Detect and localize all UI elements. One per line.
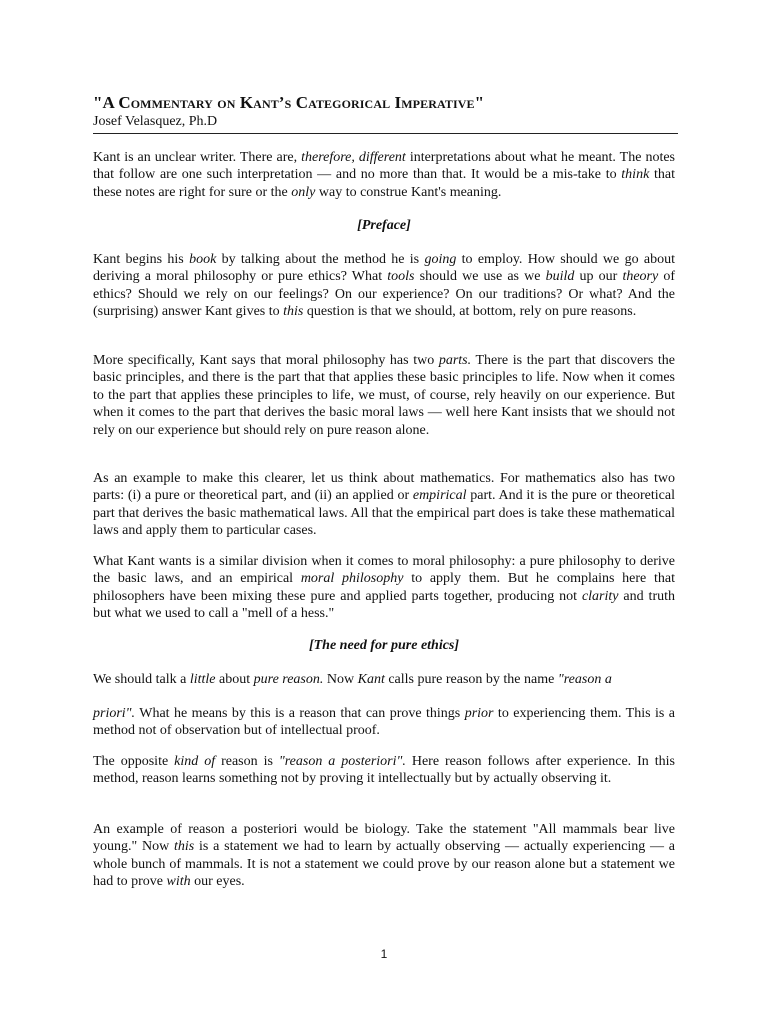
intro-paragraph xyxy=(93,149,675,201)
emphasis-text: this xyxy=(283,304,304,320)
pure-ethics-paragraph-1 xyxy=(93,671,675,688)
body-text: our eyes. xyxy=(190,874,245,890)
emphasis-text: Kant xyxy=(357,672,385,687)
body-text: up our xyxy=(574,269,623,285)
body-text: that these notes are right for sure or the xyxy=(93,167,675,200)
document-title: "A Commentary on Kant’s Categorical Imperative" xyxy=(93,93,485,112)
pure-ethics-paragraph-2 xyxy=(93,705,675,740)
body-text: Kant begins his xyxy=(93,252,190,267)
preface-paragraph-2 xyxy=(93,352,675,439)
body-text: way to construe Kant's meaning. xyxy=(315,184,502,200)
body-text: What he means by this is a reason that can prove things xyxy=(135,706,465,721)
emphasis-text: little xyxy=(189,672,216,687)
emphasis-text: this xyxy=(174,839,195,855)
body-text: We should talk a xyxy=(93,672,190,687)
pure-ethics-paragraph-4 xyxy=(93,821,675,891)
emphasis-text: parts. xyxy=(438,353,472,368)
emphasis-text: clarity xyxy=(581,588,619,604)
body-text: As an example to make this clearer, let us think about mathematics. For mathematics also has two parts: (i) a pure or theoretical part, and (ii) an applied or xyxy=(93,471,675,504)
preface-paragraph-4 xyxy=(93,553,675,623)
page-number: 1 xyxy=(380,947,388,961)
body-text: What Kant wants is a similar division when it comes to moral philosophy: a pure philosophy to derive the basic laws, and an empirical xyxy=(93,554,675,587)
emphasis-text: tools xyxy=(387,269,415,285)
emphasis-text: kind of xyxy=(174,754,216,769)
document-page xyxy=(93,93,675,134)
body-text: by talking about the method he is xyxy=(216,252,425,267)
preface-paragraph-3 xyxy=(93,470,675,540)
emphasis-text: empirical xyxy=(412,488,467,504)
body-text: calls pure reason by the name xyxy=(384,672,558,687)
title-divider xyxy=(93,133,678,134)
author-line: Josef Velasquez, Ph.D xyxy=(93,114,218,129)
emphasis-text: going xyxy=(424,252,457,267)
emphasis-text: priori". xyxy=(93,706,136,721)
emphasis-text: book xyxy=(189,252,217,267)
body-text: The opposite xyxy=(93,754,175,769)
emphasis-text: think xyxy=(621,167,650,183)
body-text: There is the part that discovers the basic principles, and there is the part that that applies these basic principles to life. Now when it comes to the part that applies these principles to life, we must, of course, rely heavily on our experience. But when it comes to the part that derives the basic moral laws — well here Kant insists that we should not rely on our experience but should rely on pure reason alone. xyxy=(93,353,675,438)
body-text: part. And it is the pure or theoretical part that derives the basic mathematical laws. All that the empirical part does is take these mathematical laws and apply them to particular cases. xyxy=(93,488,675,539)
pure-ethics-paragraph-3 xyxy=(93,753,675,788)
emphasis-text: build xyxy=(545,269,575,285)
emphasis-text: with xyxy=(166,874,191,890)
emphasis-text: theory xyxy=(622,269,659,285)
emphasis-text: only xyxy=(291,184,316,200)
emphasis-text: "reason a posteriori". xyxy=(278,754,406,769)
body-text: Here reason follows after experience. In this method, reason learns something not by proving it intellectually but by actually observing it. xyxy=(93,754,675,787)
body-text: Now xyxy=(323,672,358,687)
body-text: of ethics? Should we rely on our feelings? On our experience? On our traditions? Or what? And the (surprising) answer Kant gives to xyxy=(93,269,675,320)
emphasis-text: moral philosophy xyxy=(300,571,404,587)
section-heading-preface: [Preface] xyxy=(357,218,411,233)
body-text: to employ. How should we go about deriving a moral philosophy or pure ethics? What xyxy=(93,252,675,285)
emphasis-text: pure reason. xyxy=(253,672,324,687)
emphasis-text: "reason a xyxy=(557,672,612,687)
body-text: to experiencing them. This is a method not of observation but of intellectual proof. xyxy=(93,706,675,739)
body-text: is a statement we had to learn by actually observing — actually experiencing — a whole bunch of mammals. It is not a statement we could prove by our reason alone but a statement we had to prove xyxy=(93,839,676,890)
body-text: Kant is an unclear writer. There are, xyxy=(93,150,302,165)
emphasis-text: prior xyxy=(464,706,494,721)
body-text: reason is xyxy=(215,754,279,769)
body-text: interpretations about what he meant. The notes that follow are one such interpretation — and no more than that. It would be a mis-take to xyxy=(93,150,675,183)
body-text: about xyxy=(215,672,254,687)
body-text: question is that we should, at bottom, rely on pure reasons. xyxy=(303,304,637,320)
body-text: should we use as we xyxy=(414,269,546,285)
body-text: More specifically, Kant says that moral philosophy has two xyxy=(93,353,439,368)
body-text: and truth but what we used to call a "mell of a hess." xyxy=(93,588,675,622)
body-text: to apply them. But he complains here that philosophers have been mixing these pure and applied parts together, producing not xyxy=(93,571,675,604)
body-text: An example of reason a posteriori would be biology. Take the statement "All mammals bear live young." Now xyxy=(93,822,675,855)
preface-paragraph-1 xyxy=(93,251,675,321)
emphasis-text: therefore, different xyxy=(301,150,406,165)
section-heading-pure-ethics: [The need for pure ethics] xyxy=(308,638,460,653)
